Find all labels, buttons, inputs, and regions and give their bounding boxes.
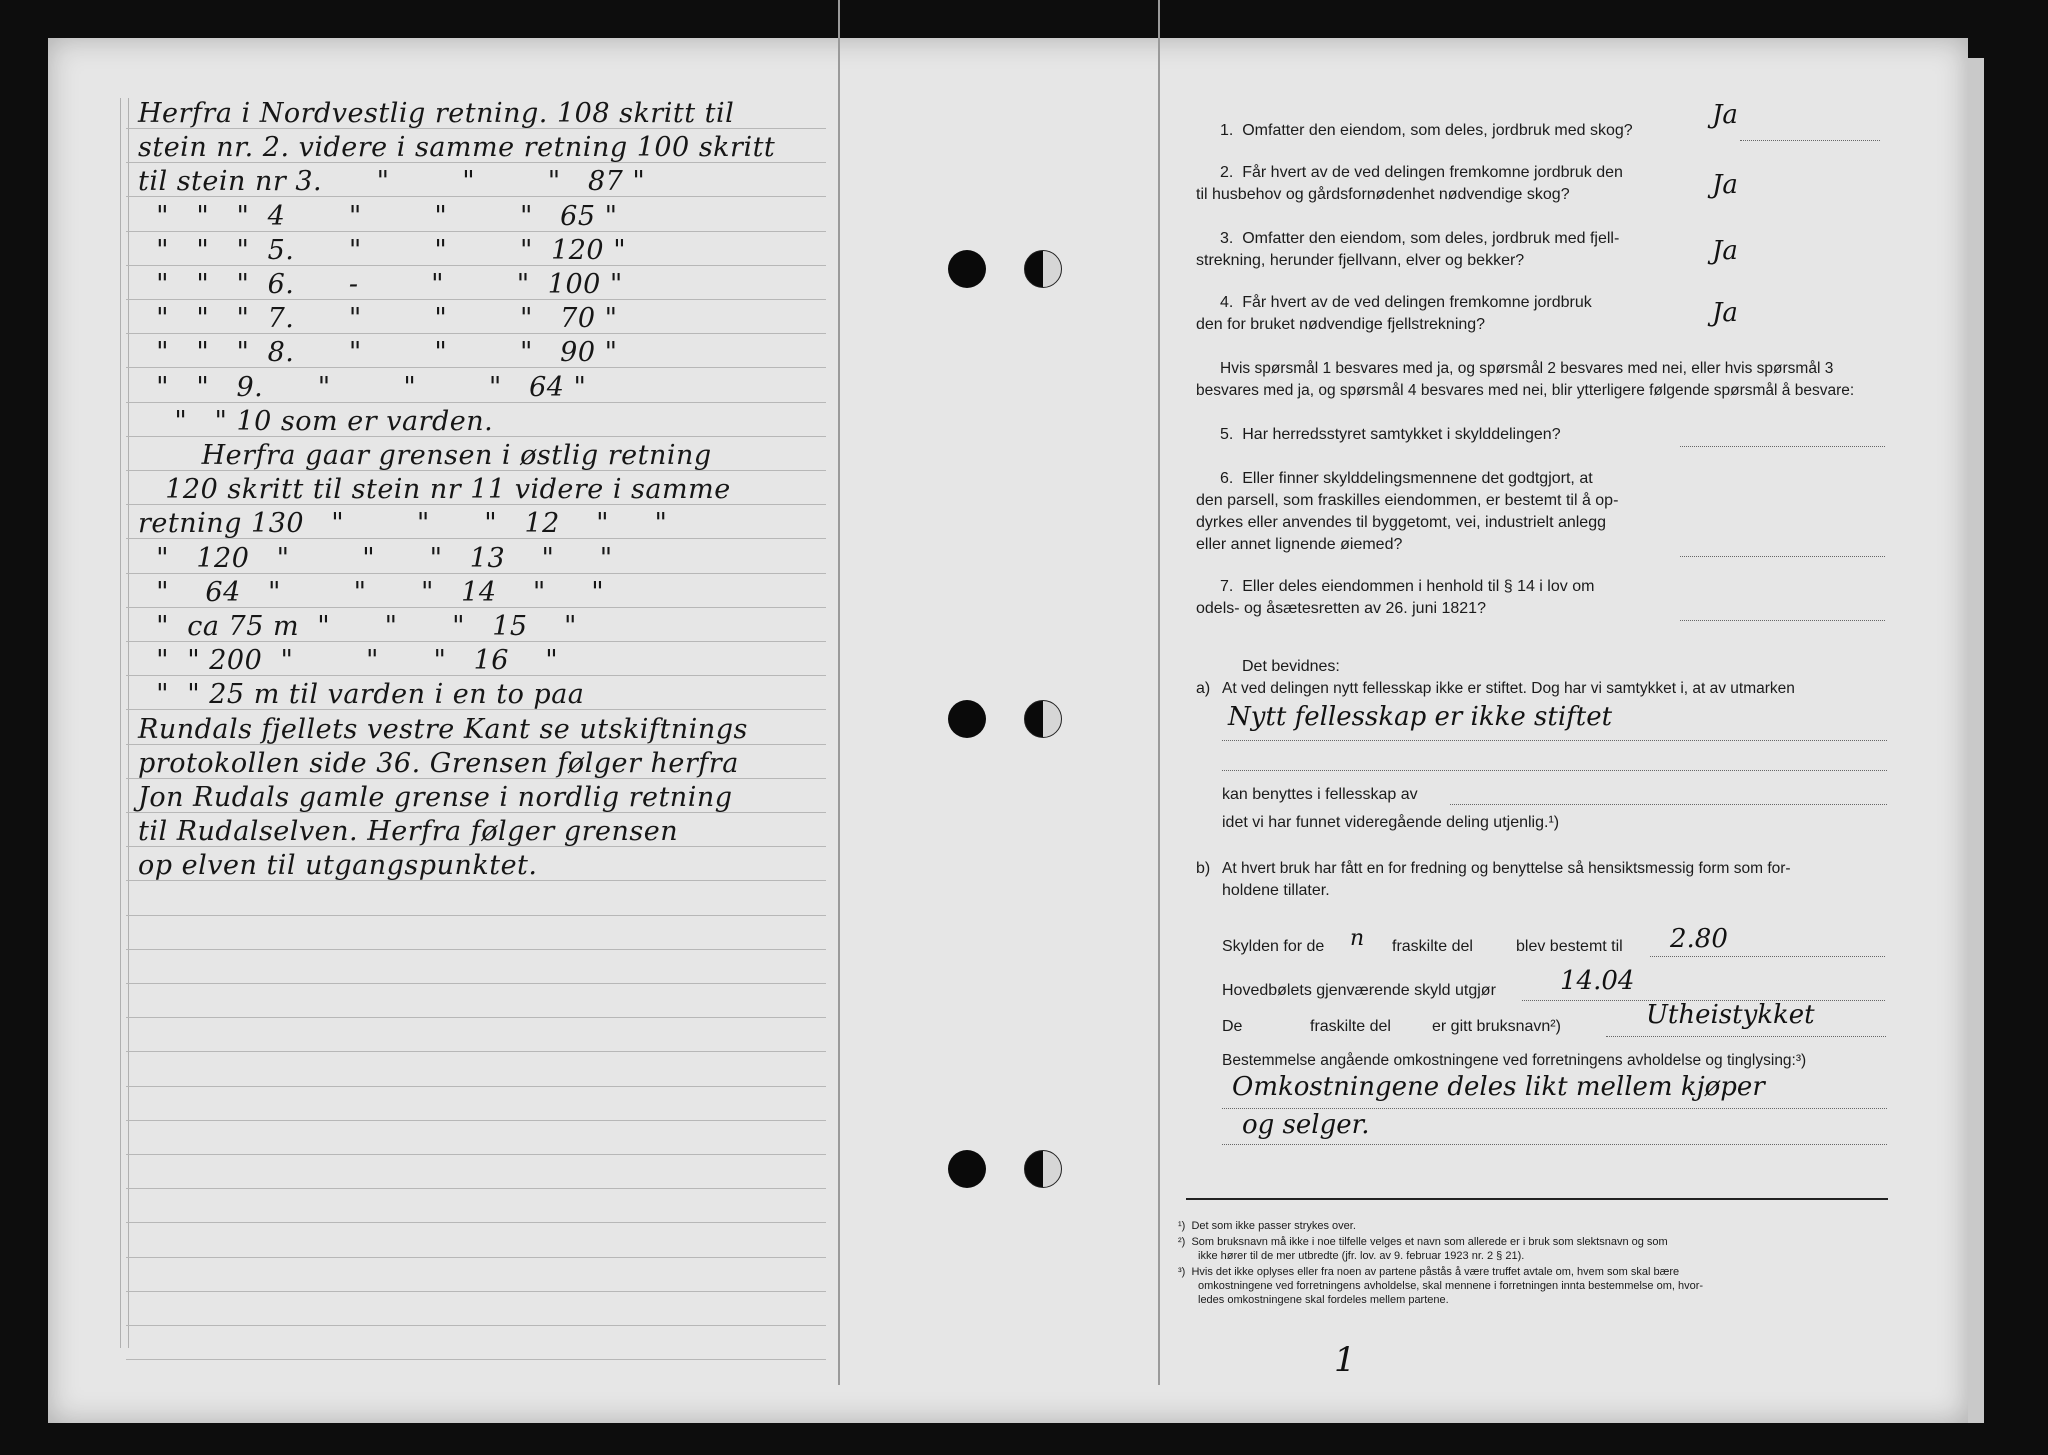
- ruled-line: [126, 915, 826, 916]
- skyld-label-3: blev bestemt til: [1516, 938, 1623, 955]
- question-3-line-1: 3. Omfatter den eiendom, som deles, jordbruk med fjell-: [1220, 230, 1620, 247]
- ruled-line: [126, 1086, 826, 1087]
- name-value: Utheistykket: [1646, 1000, 1815, 1030]
- question-6-line-2: den parsell, som fraskilles eiendommen, er bestemt til å op-: [1196, 492, 1619, 509]
- footnote-3-line-3: ledes omkostningene skal fordeles mellem partene.: [1198, 1294, 1449, 1306]
- punch-hole: [948, 1150, 986, 1188]
- question-1: 1. Omfatter den eiendom, som deles, jordbruk med skog?: [1220, 122, 1633, 139]
- handwritten-line: " 64 " " " 14 " ": [138, 576, 605, 608]
- skyld-label: Skylden for de: [1222, 938, 1325, 955]
- handwritten-line: " ca 75 m " " " 15 ": [138, 611, 577, 642]
- handwritten-line: 120 skritt til stein nr 11 videre i samme: [138, 474, 731, 506]
- handwritten-line: protokollen side 36. Grensen følger herfra: [138, 747, 739, 779]
- fill-line: [1650, 956, 1885, 957]
- question-3-line-2: strekning, herunder fjellvann, elver og bekker?: [1196, 252, 1525, 269]
- footnote-2-line-1: ²) Som bruksnavn må ikke i noe tilfelle velges et navn som allerede er i bruk som slektsnavn og som: [1178, 1236, 1668, 1248]
- answer-2: Ja: [1712, 170, 1738, 200]
- left-handwritten-page: [48, 38, 838, 1423]
- ruled-line: [126, 1325, 826, 1326]
- footnote-3-line-2: omkostningene ved forretningens avholdelse, skal mennene i forretningen innta bestemmelse om, hvor-: [1198, 1280, 1704, 1292]
- handwritten-line: " 120 " " " 13 " ": [138, 542, 613, 574]
- question-6-line-4: eller annet lignende øiemed?: [1196, 536, 1403, 553]
- condition-line-2: besvares med ja, og spørsmål 4 besvares med nei, blir ytterligere følgende spørsmål å besvare:: [1196, 382, 1855, 399]
- ruled-line: [126, 949, 826, 950]
- fill-line: [1450, 804, 1887, 805]
- ruled-line: [126, 1120, 826, 1121]
- punch-hole: [1024, 1150, 1062, 1188]
- question-2-line-2: til husbehov og gårdsfornødenhet nødvendige skog?: [1196, 186, 1570, 203]
- ruled-line: [126, 1359, 826, 1360]
- answer-3: Ja: [1712, 236, 1738, 266]
- question-4-line-2: den for bruket nødvendige fjellstrekning?: [1196, 316, 1486, 333]
- fill-line: [1222, 1144, 1887, 1145]
- fill-line: [1222, 740, 1887, 741]
- footnote-2-line-2: ikke hører til de mer utbredte (jfr. lov. av 9. februar 1923 nr. 2 § 21).: [1198, 1250, 1525, 1262]
- answer-line: [1740, 140, 1880, 141]
- name-label-1: De: [1222, 1018, 1243, 1035]
- answer-line: [1680, 556, 1885, 557]
- remaining-value: 14.04: [1560, 966, 1635, 996]
- fill-line: [1222, 770, 1887, 771]
- question-7-line-2: odels- og åsætesretten av 26. juni 1821?: [1196, 600, 1486, 617]
- clause-b-label: b): [1196, 860, 1211, 877]
- ruled-line: [126, 1222, 826, 1223]
- shared-use-label: kan benyttes i fellesskap av: [1222, 786, 1418, 803]
- costs-handwritten-2: og selger.: [1242, 1110, 1370, 1140]
- ruled-line: [126, 1257, 826, 1258]
- footnote-3-line-1: ³) Hvis det ikke oplyses eller fra noen av partene påstås å være truffet avtale om, hvem som skal bære: [1178, 1266, 1680, 1278]
- answer-4: Ja: [1712, 298, 1738, 328]
- fill-line: [1222, 1108, 1887, 1109]
- page-edge: [1968, 58, 1984, 1423]
- margin-line: [120, 98, 121, 1348]
- handwritten-line: retning 130 " " " 12 " ": [138, 508, 668, 540]
- page-fold-right: [1158, 0, 1160, 1385]
- punch-hole: [948, 250, 986, 288]
- punch-hole: [948, 700, 986, 738]
- ruled-line: [126, 1291, 826, 1292]
- ruled-line: [126, 1051, 826, 1052]
- question-2-line-1: 2. Får hvert av de ved delingen fremkomne jordbruk den: [1220, 164, 1623, 181]
- answer-line: [1680, 446, 1885, 447]
- ruled-line: [126, 1154, 826, 1155]
- handwritten-line: " " 9. " " " 64 ": [138, 371, 587, 403]
- fill-line: [1606, 1036, 1886, 1037]
- page-mark: 1: [1334, 1340, 1356, 1380]
- question-6-line-3: dyrkes eller anvendes til byggetomt, vei, industrielt anlegg: [1196, 514, 1606, 531]
- punch-hole: [1024, 700, 1062, 738]
- remaining-label: Hovedbølets gjenværende skyld utgjør: [1222, 982, 1496, 999]
- name-label-2: fraskilte del: [1310, 1018, 1391, 1035]
- handwritten-line: til stein nr 3. " " " 87 ": [138, 166, 646, 198]
- handwritten-line: Herfra gaar grensen i østlig retning: [138, 440, 712, 471]
- question-5: 5. Har herredsstyret samtykket i skylddelingen?: [1220, 426, 1561, 443]
- handwritten-line: " " " 4 " " " 65 ": [138, 200, 618, 232]
- handwritten-line: Jon Rudals gamle grense i nordlig retning: [138, 782, 733, 813]
- answer-1: Ja: [1712, 100, 1738, 130]
- question-6-line-1: 6. Eller finner skylddelingsmennene det godtgjort, at: [1220, 470, 1593, 487]
- punch-hole: [1024, 250, 1062, 288]
- costs-handwritten-1: Omkostningene deles likt mellem kjøper: [1232, 1072, 1765, 1102]
- footnote-1: ¹) Det som ikke passer strykes over.: [1178, 1220, 1356, 1232]
- ruled-line: [126, 1188, 826, 1189]
- footnote-divider: [1186, 1198, 1888, 1200]
- costs-label: Bestemmelse angående omkostningene ved forretningens avholdelse og tinglysing:³): [1222, 1052, 1807, 1069]
- handwritten-line: " " 200 " " " 16 ": [138, 645, 559, 677]
- name-label-3: er gitt bruksnavn²): [1432, 1018, 1561, 1035]
- handwritten-line: op elven til utgangspunktet.: [138, 850, 538, 882]
- clause-b-line-2: holdene tillater.: [1222, 882, 1330, 899]
- handwritten-line: " " " 8. " " " 90 ": [138, 337, 618, 369]
- page-fold-left: [838, 0, 840, 1385]
- question-7-line-1: 7. Eller deles eiendommen i henhold til § 14 i lov om: [1220, 578, 1595, 595]
- handwritten-line: til Rudalselven. Herfra følger grensen: [138, 816, 679, 848]
- margin-line: [128, 98, 129, 1348]
- question-4-line-1: 4. Får hvert av de ved delingen fremkomne jordbruk: [1220, 294, 1592, 311]
- skyld-handwritten-n: n: [1350, 926, 1365, 951]
- handwritten-line: Herfra i Nordvestlig retning. 108 skritt til: [138, 98, 735, 129]
- clause-a-text: At ved delingen nytt fellesskap ikke er stiftet. Dog har vi samtykket i, at av utmarken: [1222, 680, 1795, 697]
- handwritten-line: Rundals fjellets vestre Kant se utskiftnings: [138, 713, 748, 745]
- clause-a-handwritten: Nytt fellesskap er ikke stiftet: [1228, 702, 1613, 732]
- handwritten-line: " " 10 som er varden.: [138, 405, 494, 437]
- handwritten-line: " " " 5. " " " 120 ": [138, 234, 627, 266]
- answer-line: [1680, 620, 1885, 621]
- skyld-value: 2.80: [1670, 924, 1728, 954]
- condition-line-1: Hvis spørsmål 1 besvares med ja, og spørsmål 2 besvares med nei, eller hvis spørsmål 3: [1220, 360, 1834, 377]
- ruled-line: [126, 1017, 826, 1018]
- clause-a-label: a): [1196, 680, 1211, 697]
- handwritten-line: stein nr. 2. videre i samme retning 100 skritt: [138, 132, 776, 164]
- handwritten-line: " " 25 m til varden i en to paa: [138, 679, 585, 711]
- skyld-label-2: fraskilte del: [1392, 938, 1473, 955]
- certification-heading: Det bevidnes:: [1242, 658, 1340, 675]
- ruled-line: [126, 983, 826, 984]
- clause-b-line-1: At hvert bruk har fått en for fredning og benyttelse så hensiktsmessig form som for-: [1222, 860, 1791, 877]
- handwritten-line: " " " 6. - " " 100 ": [138, 269, 623, 300]
- handwritten-line: " " " 7. " " " 70 ": [138, 303, 618, 335]
- further-division-text: idet vi har funnet videregående deling utjenlig.¹): [1222, 814, 1560, 831]
